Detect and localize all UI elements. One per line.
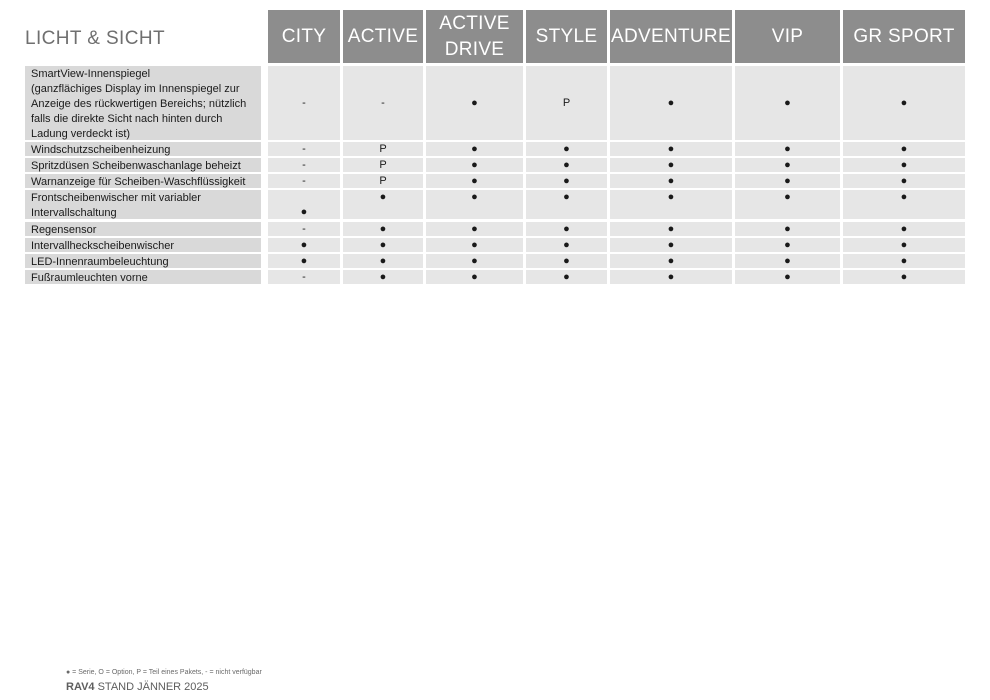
cell-style: ● bbox=[526, 158, 607, 172]
cell-active: ● bbox=[343, 238, 423, 252]
row-label: Frontscheibenwischer mit variabler Intervallschaltung bbox=[25, 190, 261, 219]
cell-style: ● bbox=[526, 270, 607, 284]
cell-vip: ● bbox=[735, 190, 840, 219]
cell-adventure: ● bbox=[610, 158, 732, 172]
cell-active-drive: ● bbox=[426, 66, 523, 140]
cell-city: - bbox=[268, 174, 340, 188]
row-label: Windschutzscheibenheizung bbox=[25, 142, 261, 156]
cell-active: - bbox=[343, 66, 423, 140]
row-label: SmartView-Innenspiegel (ganzflächiges Display im Innenspiegel zur Anzeige des rückwertigen Bereichs; nützlich falls die direkte Sicht nach hinten durch Ladung verdeckt ist) bbox=[25, 66, 261, 140]
cell-gr-sport: ● bbox=[843, 238, 965, 252]
cell-adventure: ● bbox=[610, 190, 732, 219]
cell-adventure: ● bbox=[610, 66, 732, 140]
cell-style: P bbox=[526, 66, 607, 140]
cell-active-drive: ● bbox=[426, 190, 523, 219]
legend-text: ● = Serie, O = Option, P = Teil eines Pakets, - = nicht verfügbar bbox=[66, 669, 262, 676]
cell-gr-sport: ● bbox=[843, 254, 965, 268]
stand-date: STAND JÄNNER 2025 bbox=[94, 681, 209, 693]
cell-city: ● bbox=[268, 190, 340, 219]
cell-active-drive: ● bbox=[426, 270, 523, 284]
cell-city: - bbox=[268, 158, 340, 172]
row-label: Warnanzeige für Scheiben-Waschflüssigkeit bbox=[25, 174, 261, 188]
table-row bbox=[0, 222, 990, 236]
cell-vip: ● bbox=[735, 158, 840, 172]
row-label: Spritzdüsen Scheibenwaschanlage beheizt bbox=[25, 158, 261, 172]
cell-style: ● bbox=[526, 254, 607, 268]
cell-style: ● bbox=[526, 238, 607, 252]
cell-gr-sport: ● bbox=[843, 190, 965, 219]
cell-active: ● bbox=[343, 270, 423, 284]
cell-active: ● bbox=[343, 254, 423, 268]
row-label: Regensensor bbox=[25, 222, 261, 236]
table-row bbox=[0, 270, 990, 284]
column-header-vip: VIP bbox=[735, 10, 840, 63]
cell-active: P bbox=[343, 158, 423, 172]
cell-adventure: ● bbox=[610, 254, 732, 268]
cell-city: - bbox=[268, 142, 340, 156]
cell-style: ● bbox=[526, 142, 607, 156]
cell-city: ● bbox=[268, 254, 340, 268]
cell-adventure: ● bbox=[610, 238, 732, 252]
cell-active-drive: ● bbox=[426, 254, 523, 268]
cell-style: ● bbox=[526, 190, 607, 219]
table-row bbox=[0, 174, 990, 188]
cell-gr-sport: ● bbox=[843, 158, 965, 172]
table-row bbox=[0, 238, 990, 252]
cell-gr-sport: ● bbox=[843, 66, 965, 140]
cell-gr-sport: ● bbox=[843, 270, 965, 284]
table-row bbox=[0, 66, 990, 140]
cell-city: - bbox=[268, 270, 340, 284]
cell-active: ● bbox=[343, 222, 423, 236]
cell-vip: ● bbox=[735, 270, 840, 284]
cell-active: ● bbox=[343, 190, 423, 219]
cell-active: P bbox=[343, 174, 423, 188]
cell-style: ● bbox=[526, 174, 607, 188]
table-row bbox=[0, 142, 990, 156]
cell-gr-sport: ● bbox=[843, 174, 965, 188]
column-header-gr-sport: GR SPORT bbox=[843, 10, 965, 63]
column-header-active: ACTIVE bbox=[343, 10, 423, 63]
cell-adventure: ● bbox=[610, 142, 732, 156]
cell-vip: ● bbox=[735, 254, 840, 268]
row-label: Intervallheckscheibenwischer bbox=[25, 238, 261, 252]
cell-style: ● bbox=[526, 222, 607, 236]
cell-active-drive: ● bbox=[426, 222, 523, 236]
cell-active-drive: ● bbox=[426, 142, 523, 156]
footer-stand bbox=[66, 681, 209, 693]
cell-adventure: ● bbox=[610, 270, 732, 284]
cell-vip: ● bbox=[735, 222, 840, 236]
table-row bbox=[0, 158, 990, 172]
cell-vip: ● bbox=[735, 142, 840, 156]
cell-active-drive: ● bbox=[426, 174, 523, 188]
cell-adventure: ● bbox=[610, 222, 732, 236]
column-header-adventure: ADVENTURE bbox=[610, 10, 732, 63]
table-row bbox=[0, 190, 990, 219]
row-label: LED-Innenraumbeleuchtung bbox=[25, 254, 261, 268]
column-header-city: CITY bbox=[268, 10, 340, 63]
cell-vip: ● bbox=[735, 238, 840, 252]
cell-vip: ● bbox=[735, 174, 840, 188]
section-title: LICHT & SICHT bbox=[25, 28, 165, 49]
cell-city: ● bbox=[268, 238, 340, 252]
cell-city: - bbox=[268, 222, 340, 236]
table-row bbox=[0, 254, 990, 268]
brand-model: RAV4 bbox=[66, 681, 95, 693]
column-header-style: STYLE bbox=[526, 10, 607, 63]
row-label: Fußraumleuchten vorne bbox=[25, 270, 261, 284]
cell-gr-sport: ● bbox=[843, 142, 965, 156]
cell-vip: ● bbox=[735, 66, 840, 140]
cell-active-drive: ● bbox=[426, 158, 523, 172]
cell-city: - bbox=[268, 66, 340, 140]
cell-active: P bbox=[343, 142, 423, 156]
cell-adventure: ● bbox=[610, 174, 732, 188]
column-header-active-drive: ACTIVE DRIVE bbox=[426, 10, 523, 63]
cell-active-drive: ● bbox=[426, 238, 523, 252]
cell-gr-sport: ● bbox=[843, 222, 965, 236]
